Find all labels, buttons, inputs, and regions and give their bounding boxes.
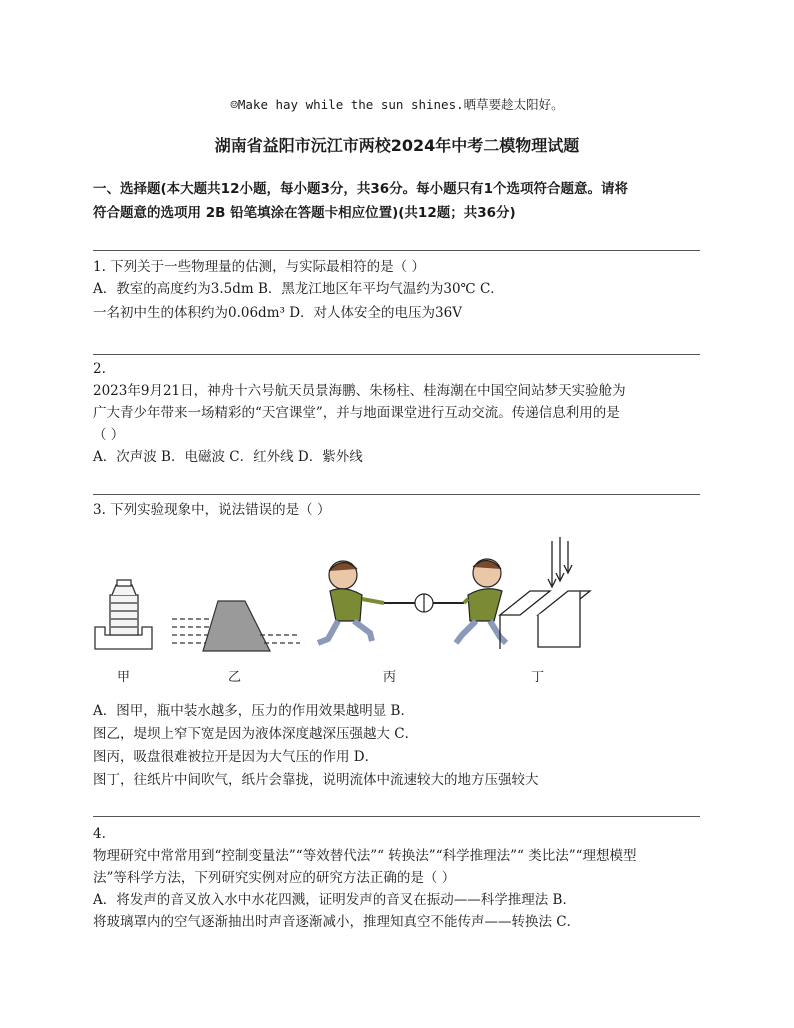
- question-3-divider: [93, 494, 700, 495]
- question-3-figure: [90, 535, 710, 695]
- figure-label-jia: 甲: [117, 670, 131, 685]
- question-4: [93, 823, 708, 933]
- question-3-stem: 3. 下列实验现象中，说法错误的是（ ）: [93, 502, 331, 518]
- figure-label-bing: 丙: [383, 670, 397, 685]
- motto-line: ☺Make hay while the sun shines.晒草要趁太阳好。: [230, 97, 564, 112]
- dam-diagram: [172, 601, 300, 651]
- question-4-number: 4.: [93, 826, 106, 842]
- tug-suction-cups-diagram: [318, 559, 506, 643]
- figure-label-yi: 乙: [228, 670, 242, 685]
- question-1-line-2: A．教室的高度约为3.5dm B．黑龙江地区年平均气温约为30℃ C．: [93, 281, 504, 297]
- question-2-line-3: 广大青少年带来一场精彩的“天宫课堂”，并与地面课堂进行互动交流。传递信息利用的是: [93, 405, 620, 421]
- page-title: 湖南省益阳市沅江市两校2024年中考二模物理试题: [214, 136, 580, 155]
- question-2: [93, 358, 708, 468]
- question-3-options: [93, 700, 708, 792]
- question-3-line-2: 图乙，堤坝上窄下宽是因为液体深度越深压强越大 C．: [93, 726, 419, 742]
- question-4-line-2: 物理研究中常常用到“控制变量法”“等效替代法”“ 转换法”“科学推理法”“ 类比法”“理想模型: [93, 848, 637, 864]
- question-2-line-2: 2023年9月21日，神舟十六号航天员景海鹏、朱杨柱、桂海潮在中国空间站梦天实验舱为: [93, 383, 626, 399]
- question-4-line-4: A．将发声的音叉放入水中水花四溅，证明发声的音叉在振动——科学推理法 B．: [93, 892, 576, 908]
- question-4-divider: [93, 816, 700, 817]
- question-1-stem: 1. 下列关于一些物理量的估测，与实际最相符的是（ ）: [93, 259, 425, 275]
- question-2-options: A．次声波 B．电磁波 C．红外线 D．紫外线: [93, 449, 363, 465]
- question-3-line-4: 图丁，往纸片中间吹气，纸片会靠拢，说明流体中流速较大的地方压强较大: [93, 772, 539, 788]
- question-2-divider: [93, 354, 700, 355]
- question-2-number: 2.: [93, 361, 106, 377]
- question-1-divider: [93, 250, 700, 251]
- figure-label-ding: 丁: [531, 670, 545, 685]
- section-heading-line-1: 一、选择题(本大题共12小题，每小题3分，共36分。每小题只有1个选项符合题意。请将: [93, 181, 629, 197]
- question-4-line-3: 法”等科学方法，下列研究实例对应的研究方法正确的是（ ）: [93, 870, 456, 886]
- question-3-line-1: A．图甲，瓶中装水越多，压力的作用效果越明显 B．: [93, 703, 414, 719]
- question-3-line-3: 图丙，吸盘很难被拉开是因为大气压的作用 D．: [93, 749, 379, 765]
- section-heading-line-2: 符合题意的选项用 2B 铅笔填涂在答题卡相应位置)(共12题；共36分): [93, 205, 516, 221]
- question-1-line-3: 一名初中生的体积约为0.06dm³ D．对人体安全的电压为36V: [93, 305, 462, 321]
- question-1: [93, 256, 708, 324]
- question-2-line-4: （ ）: [93, 427, 125, 443]
- question-4-line-5: 将玻璃罩内的空气逐渐抽出时声音逐渐减小，推理知真空不能传声——转换法 C．: [93, 914, 581, 930]
- bottle-on-sponge-diagram: [95, 580, 152, 649]
- section-heading: [93, 177, 708, 225]
- paper-sheets-airflow-diagram: [500, 537, 590, 649]
